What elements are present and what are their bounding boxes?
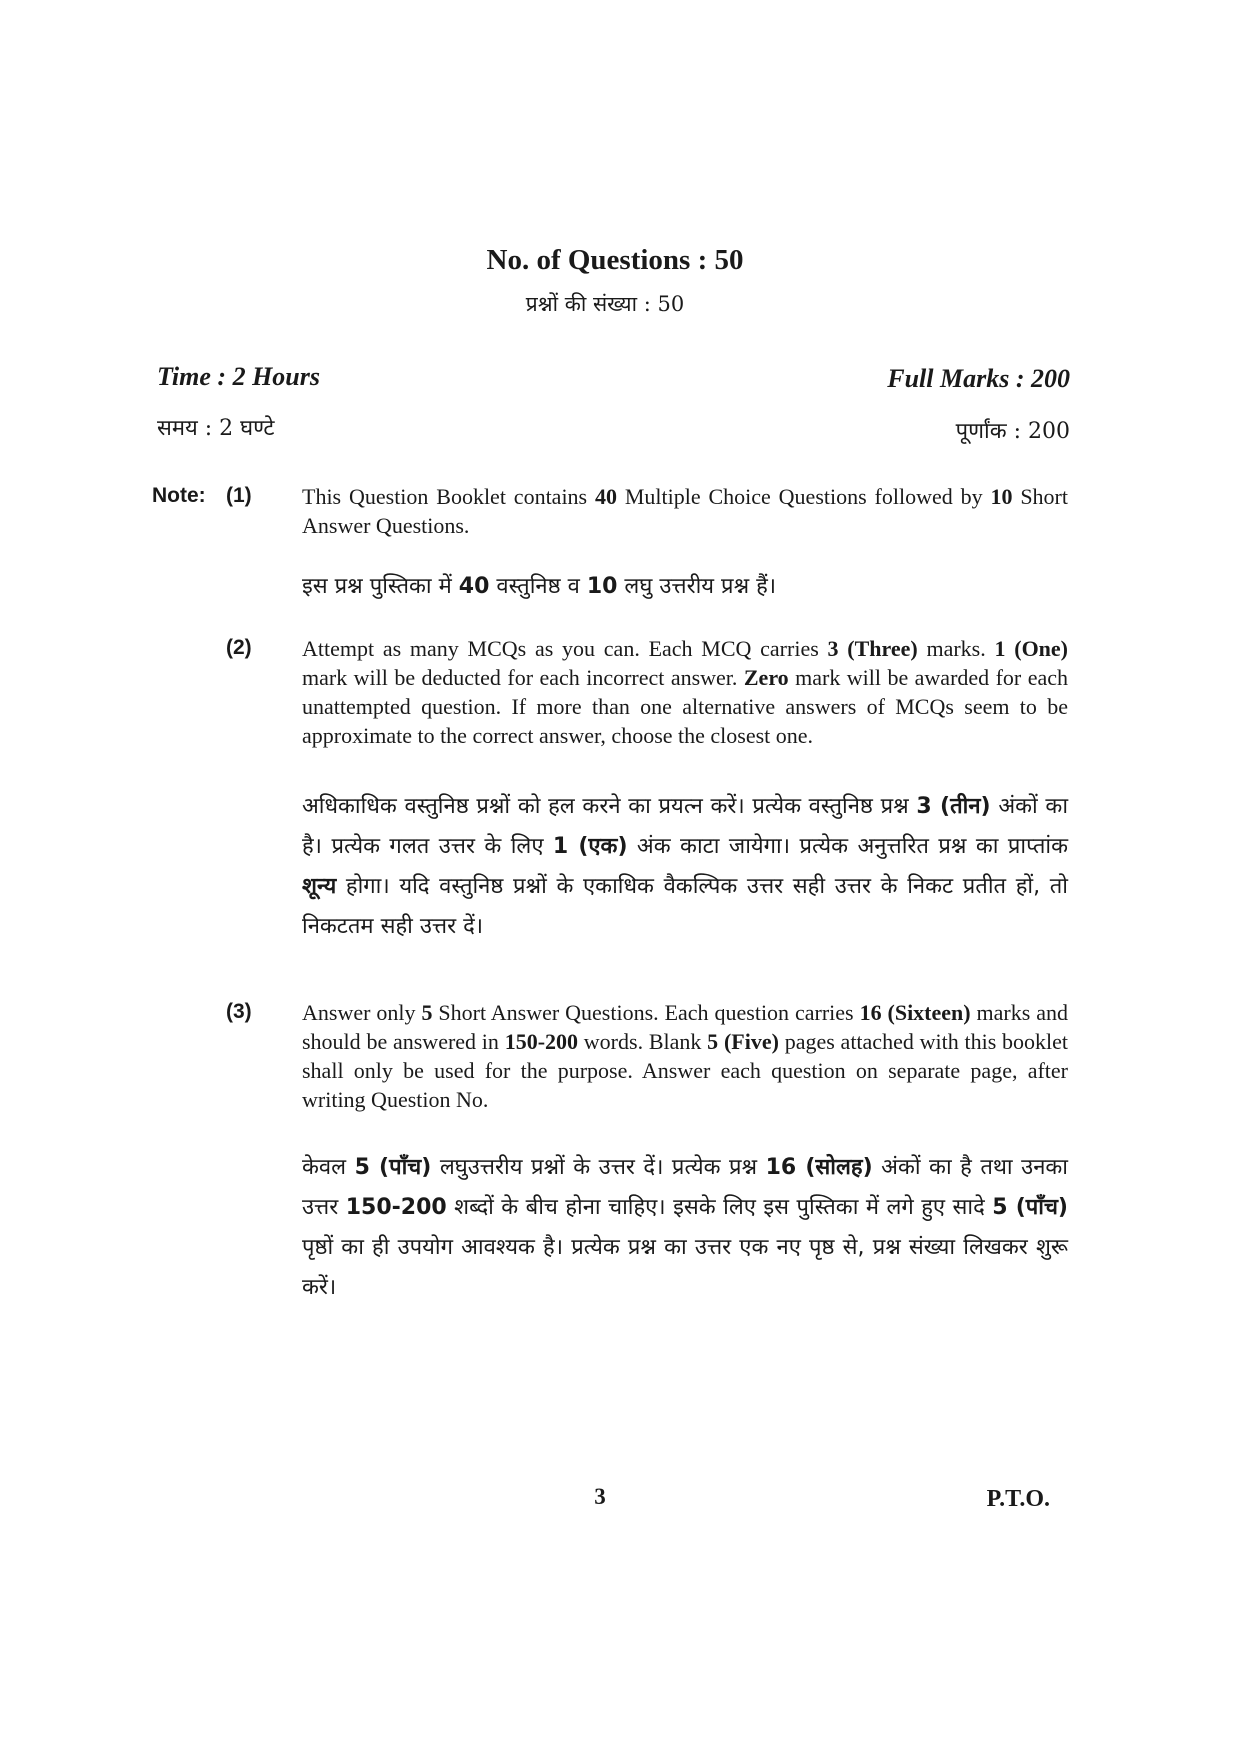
page-number: 3 bbox=[594, 1484, 606, 1509]
note-2-en: Attempt as many MCQs as you can. Each MCQ carries 3 (Three) marks. 1 (One) mark will be deducted for each incorrect answer. Zero mark will be awarded for each unattempted question. If more than one alternative answers of MCQs seem to be approximate to the correct answer, choose the closest one. bbox=[302, 636, 1069, 748]
page-title: No. of Questions : 50 bbox=[486, 244, 744, 276]
full-marks-label-en: Full Marks : 200 bbox=[887, 364, 1070, 393]
note-3-number: (3) bbox=[226, 1000, 252, 1023]
note-label: Note: bbox=[152, 484, 206, 507]
note-3-en: Answer only 5 Short Answer Questions. Each question carries 16 (Sixteen) marks and should be answered in 150-200 words. Blank 5 (Five) pages attached with this booklet shall only be used for the purpose. Answer each question on separate page, after writing Question No. bbox=[302, 1000, 1069, 1112]
note-2-hi: अधिकाधिक वस्तुनिष्ठ प्रश्नों को हल करने का प्रयत्न करें। प्रत्येक वस्तुनिष्ठ प्रश्न 3 (तीन) अंकों का है। प्रत्येक गलत उत्तर के लिए 1 (एक) अंक काटा जायेगा। प्रत्येक अनुत्तरित प्रश्न का प्राप्तांक शून्य होगा। यदि वस्तुनिष्ठ प्रश्नों के एकाधिक वैकल्पिक उत्तर सही उत्तर के निकट प्रतीत हों, तो निकटतम सही उत्तर दें। bbox=[302, 794, 1069, 939]
time-label-hi: समय : 2 घण्टे bbox=[157, 416, 275, 441]
note-3-hi: केवल 5 (पाँच) लघुउत्तरीय प्रश्नों के उत्तर दें। प्रत्येक प्रश्न 16 (सोलह) अंकों का है तथा उनका उत्तर 150-200 शब्दों के बीच होना चाहिए। इसके लिए इस पुस्तिका में लगे हुए सादे 5 (पाँच) पृष्ठों का ही उपयोग आवश्यक है। प्रत्येक प्रश्न का उत्तर एक नए पृष्ठ से, प्रश्न संख्या लिखकर शुरू करें। bbox=[302, 1155, 1068, 1300]
page-subtitle-hindi: प्रश्नों की संख्या : 50 bbox=[525, 292, 685, 316]
time-label-en: Time : 2 Hours bbox=[157, 362, 320, 391]
note-1-number: (1) bbox=[226, 484, 252, 507]
pto-label: P.T.O. bbox=[986, 1486, 1050, 1512]
full-marks-label-hi: पूर्णांक : 200 bbox=[955, 419, 1070, 444]
note-1-hi: इस प्रश्न पुस्तिका में 40 वस्तुनिष्ठ व 10 लघु उत्तरीय प्रश्न हैं। bbox=[302, 574, 777, 599]
note-2-number: (2) bbox=[226, 636, 252, 659]
note-1-en: This Question Booklet contains 40 Multiple Choice Questions followed by 10 Short Answer Questions. bbox=[302, 484, 1068, 538]
